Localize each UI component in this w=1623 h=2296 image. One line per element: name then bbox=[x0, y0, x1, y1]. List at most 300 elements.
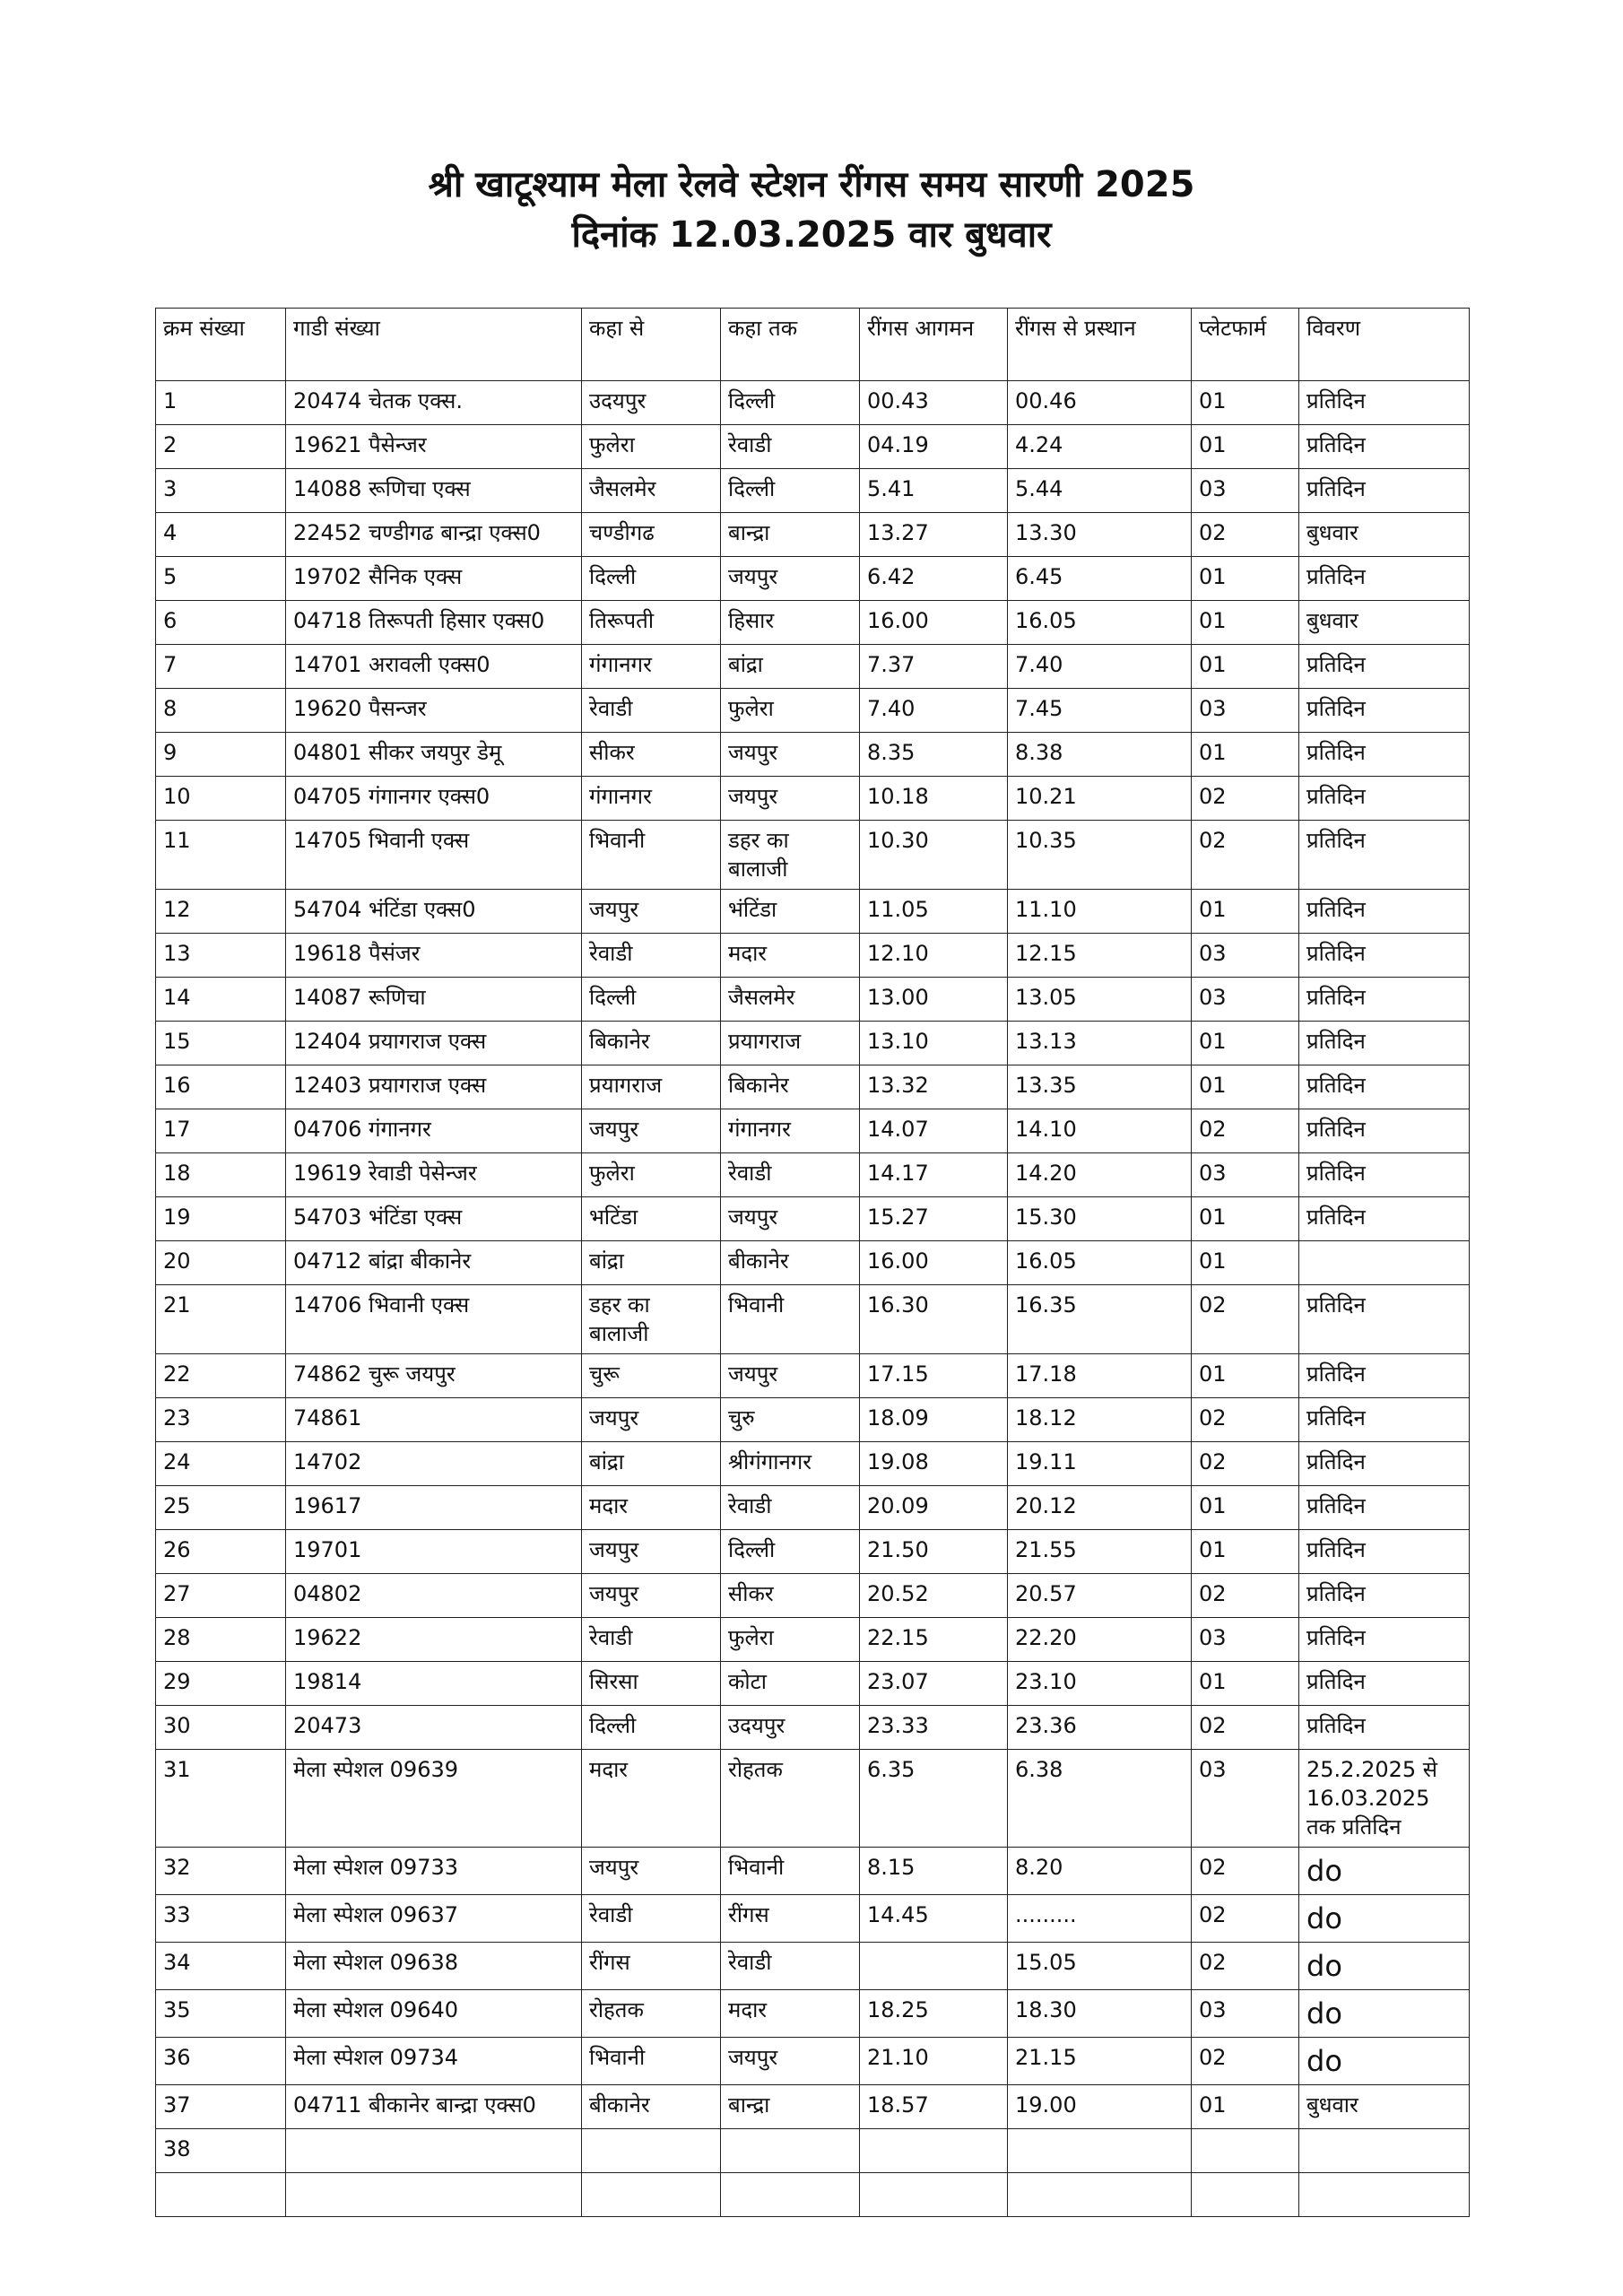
cell-arrival bbox=[860, 2129, 1008, 2173]
table-row bbox=[156, 2173, 1470, 2217]
cell-train: 19701 bbox=[286, 1530, 582, 1574]
cell-departure: 14.10 bbox=[1008, 1109, 1192, 1153]
cell-departure: 4.24 bbox=[1008, 425, 1192, 469]
cell-train: 19620 पैसन्जर bbox=[286, 689, 582, 733]
cell-departure: 13.05 bbox=[1008, 978, 1192, 1022]
cell-train: 19622 bbox=[286, 1618, 582, 1662]
cell-train: 74862 चुरू जयपुर bbox=[286, 1354, 582, 1398]
cell-platform: 03 bbox=[1192, 689, 1299, 733]
cell-platform: 02 bbox=[1192, 1895, 1299, 1943]
cell-departure: 11.10 bbox=[1008, 890, 1192, 934]
cell-arrival: 21.10 bbox=[860, 2038, 1008, 2085]
cell-train: 04706 गंगानगर bbox=[286, 1109, 582, 1153]
cell-train: मेला स्पेशल 09637 bbox=[286, 1895, 582, 1943]
table-row bbox=[156, 1197, 1470, 1241]
cell-train: 14087 रूणिचा bbox=[286, 978, 582, 1022]
table-row bbox=[156, 1618, 1470, 1662]
cell-sno: 23 bbox=[156, 1398, 286, 1442]
cell-platform: 01 bbox=[1192, 557, 1299, 601]
cell-arrival: 10.30 bbox=[860, 821, 1008, 890]
table-row bbox=[156, 1398, 1470, 1442]
cell-to: फुलेरा bbox=[721, 1618, 860, 1662]
cell-platform: 03 bbox=[1192, 1618, 1299, 1662]
cell-to: दिल्ली bbox=[721, 381, 860, 425]
cell-sno: 21 bbox=[156, 1285, 286, 1354]
cell-platform bbox=[1192, 2129, 1299, 2173]
cell-details: प्रतिदिन bbox=[1299, 978, 1470, 1022]
cell-sno: 4 bbox=[156, 513, 286, 557]
table-row bbox=[156, 1153, 1470, 1197]
cell-train: 22452 चण्डीगढ बान्द्रा एक्स0 bbox=[286, 513, 582, 557]
cell-platform: 01 bbox=[1192, 425, 1299, 469]
cell-from: रेवाडी bbox=[582, 1895, 721, 1943]
table-row bbox=[156, 2038, 1470, 2085]
cell-from: रेवाडी bbox=[582, 689, 721, 733]
table-row bbox=[156, 777, 1470, 821]
cell-details: प्रतिदिन bbox=[1299, 1574, 1470, 1618]
cell-sno: 35 bbox=[156, 1990, 286, 2038]
cell-details: प्रतिदिन bbox=[1299, 1022, 1470, 1065]
cell-arrival: 12.10 bbox=[860, 934, 1008, 978]
cell-sno: 29 bbox=[156, 1662, 286, 1706]
cell-arrival: 11.05 bbox=[860, 890, 1008, 934]
cell-platform: 01 bbox=[1192, 1241, 1299, 1285]
table-row bbox=[156, 601, 1470, 645]
cell-platform: 02 bbox=[1192, 821, 1299, 890]
cell-sno: 11 bbox=[156, 821, 286, 890]
cell-sno: 10 bbox=[156, 777, 286, 821]
cell-details: प्रतिदिन bbox=[1299, 890, 1470, 934]
cell-from: मदार bbox=[582, 1486, 721, 1530]
cell-from: जयपुर bbox=[582, 1398, 721, 1442]
cell-sno: 15 bbox=[156, 1022, 286, 1065]
cell-arrival: 10.18 bbox=[860, 777, 1008, 821]
table-row bbox=[156, 821, 1470, 890]
cell-sno: 36 bbox=[156, 2038, 286, 2085]
cell-from: गंगानगर bbox=[582, 777, 721, 821]
table-row bbox=[156, 978, 1470, 1022]
table-row bbox=[156, 1706, 1470, 1750]
cell-departure: 15.05 bbox=[1008, 1943, 1192, 1990]
cell-platform: 01 bbox=[1192, 1065, 1299, 1109]
cell-from bbox=[582, 2173, 721, 2217]
cell-platform: 02 bbox=[1192, 777, 1299, 821]
cell-train bbox=[286, 2129, 582, 2173]
cell-departure: 20.12 bbox=[1008, 1486, 1192, 1530]
cell-to: जयपुर bbox=[721, 777, 860, 821]
cell-to: प्रयागराज bbox=[721, 1022, 860, 1065]
table-row bbox=[156, 1241, 1470, 1285]
cell-arrival: 20.52 bbox=[860, 1574, 1008, 1618]
cell-sno: 26 bbox=[156, 1530, 286, 1574]
cell-sno: 19 bbox=[156, 1197, 286, 1241]
cell-from: चुरू bbox=[582, 1354, 721, 1398]
header-platform: प्लेटफार्म bbox=[1192, 309, 1299, 381]
header-departure: रींगस से प्रस्थान bbox=[1008, 309, 1192, 381]
cell-train: मेला स्पेशल 09639 bbox=[286, 1750, 582, 1848]
cell-departure: 23.10 bbox=[1008, 1662, 1192, 1706]
cell-details: प्रतिदिन bbox=[1299, 1197, 1470, 1241]
cell-sno: 25 bbox=[156, 1486, 286, 1530]
cell-details: do bbox=[1299, 1848, 1470, 1895]
cell-departure bbox=[1008, 2129, 1192, 2173]
cell-arrival: 00.43 bbox=[860, 381, 1008, 425]
cell-train: 19814 bbox=[286, 1662, 582, 1706]
cell-departure: 18.30 bbox=[1008, 1990, 1192, 2038]
cell-departure: 00.46 bbox=[1008, 381, 1192, 425]
cell-arrival: 21.50 bbox=[860, 1530, 1008, 1574]
cell-from: जयपुर bbox=[582, 890, 721, 934]
table-body bbox=[156, 381, 1470, 2217]
cell-details: प्रतिदिन bbox=[1299, 777, 1470, 821]
table-row bbox=[156, 381, 1470, 425]
cell-platform: 01 bbox=[1192, 890, 1299, 934]
cell-sno: 27 bbox=[156, 1574, 286, 1618]
cell-train: 04712 बांद्रा बीकानेर bbox=[286, 1241, 582, 1285]
cell-arrival: 8.15 bbox=[860, 1848, 1008, 1895]
cell-train: मेला स्पेशल 09734 bbox=[286, 2038, 582, 2085]
cell-details bbox=[1299, 2129, 1470, 2173]
cell-sno: 32 bbox=[156, 1848, 286, 1895]
cell-platform: 01 bbox=[1192, 1197, 1299, 1241]
cell-departure: 19.00 bbox=[1008, 2085, 1192, 2129]
cell-departure: 21.15 bbox=[1008, 2038, 1192, 2085]
cell-details: प्रतिदिन bbox=[1299, 1486, 1470, 1530]
cell-sno bbox=[156, 2173, 286, 2217]
cell-arrival: 18.25 bbox=[860, 1990, 1008, 2038]
cell-from: सीकर bbox=[582, 733, 721, 777]
cell-platform: 02 bbox=[1192, 513, 1299, 557]
table-row bbox=[156, 2129, 1470, 2173]
cell-train: 19617 bbox=[286, 1486, 582, 1530]
cell-from: जयपुर bbox=[582, 1574, 721, 1618]
cell-from: रोहतक bbox=[582, 1990, 721, 2038]
cell-to: डहर का बालाजी bbox=[721, 821, 860, 890]
cell-arrival bbox=[860, 2173, 1008, 2217]
cell-platform: 02 bbox=[1192, 1574, 1299, 1618]
cell-details: प्रतिदिन bbox=[1299, 1153, 1470, 1197]
cell-to: रेवाडी bbox=[721, 1153, 860, 1197]
cell-details: प्रतिदिन bbox=[1299, 1065, 1470, 1109]
cell-arrival: 23.07 bbox=[860, 1662, 1008, 1706]
cell-from: फुलेरा bbox=[582, 425, 721, 469]
cell-train: 74861 bbox=[286, 1398, 582, 1442]
cell-arrival: 18.09 bbox=[860, 1398, 1008, 1442]
cell-departure: 13.30 bbox=[1008, 513, 1192, 557]
cell-departure: 23.36 bbox=[1008, 1706, 1192, 1750]
cell-departure: 12.15 bbox=[1008, 934, 1192, 978]
cell-arrival bbox=[860, 1943, 1008, 1990]
cell-details: प्रतिदिन bbox=[1299, 557, 1470, 601]
cell-from: रेवाडी bbox=[582, 934, 721, 978]
table-row bbox=[156, 890, 1470, 934]
cell-arrival: 16.00 bbox=[860, 601, 1008, 645]
cell-to: रेवाडी bbox=[721, 1486, 860, 1530]
cell-arrival: 16.30 bbox=[860, 1285, 1008, 1354]
header-sno: क्रम संख्या bbox=[156, 309, 286, 381]
table-row bbox=[156, 1285, 1470, 1354]
cell-from: जयपुर bbox=[582, 1848, 721, 1895]
cell-details: प्रतिदिन bbox=[1299, 469, 1470, 513]
cell-train: 20473 bbox=[286, 1706, 582, 1750]
cell-departure: 16.05 bbox=[1008, 601, 1192, 645]
cell-departure: 15.30 bbox=[1008, 1197, 1192, 1241]
cell-sno: 1 bbox=[156, 381, 286, 425]
table-row bbox=[156, 513, 1470, 557]
cell-sno: 6 bbox=[156, 601, 286, 645]
cell-arrival: 6.42 bbox=[860, 557, 1008, 601]
table-row bbox=[156, 934, 1470, 978]
cell-platform: 03 bbox=[1192, 1990, 1299, 2038]
cell-train: 54703 भंटिंडा एक्स bbox=[286, 1197, 582, 1241]
cell-train: मेला स्पेशल 09733 bbox=[286, 1848, 582, 1895]
cell-details bbox=[1299, 1241, 1470, 1285]
cell-departure: 13.35 bbox=[1008, 1065, 1192, 1109]
cell-platform: 01 bbox=[1192, 2085, 1299, 2129]
cell-departure: 10.21 bbox=[1008, 777, 1192, 821]
cell-sno: 14 bbox=[156, 978, 286, 1022]
cell-from: चण्डीगढ bbox=[582, 513, 721, 557]
cell-arrival: 13.32 bbox=[860, 1065, 1008, 1109]
cell-to: रेवाडी bbox=[721, 1943, 860, 1990]
cell-train: 04705 गंगानगर एक्स0 bbox=[286, 777, 582, 821]
cell-to: जयपुर bbox=[721, 733, 860, 777]
cell-from: भटिंडा bbox=[582, 1197, 721, 1241]
cell-arrival: 13.00 bbox=[860, 978, 1008, 1022]
cell-from: उदयपुर bbox=[582, 381, 721, 425]
cell-arrival: 7.37 bbox=[860, 645, 1008, 689]
cell-details: प्रतिदिन bbox=[1299, 1109, 1470, 1153]
cell-details: बुधवार bbox=[1299, 2085, 1470, 2129]
cell-departure: 16.35 bbox=[1008, 1285, 1192, 1354]
cell-sno: 31 bbox=[156, 1750, 286, 1848]
cell-to: जैसलमेर bbox=[721, 978, 860, 1022]
page-title bbox=[0, 160, 1623, 260]
cell-train: 14705 भिवानी एक्स bbox=[286, 821, 582, 890]
cell-sno: 30 bbox=[156, 1706, 286, 1750]
cell-departure: 6.45 bbox=[1008, 557, 1192, 601]
cell-arrival: 13.10 bbox=[860, 1022, 1008, 1065]
cell-train: 19619 रेवाडी पेसेन्जर bbox=[286, 1153, 582, 1197]
cell-details: प्रतिदिन bbox=[1299, 1618, 1470, 1662]
cell-from: सिरसा bbox=[582, 1662, 721, 1706]
table-row bbox=[156, 645, 1470, 689]
cell-details: प्रतिदिन bbox=[1299, 821, 1470, 890]
cell-to: हिसार bbox=[721, 601, 860, 645]
cell-departure: 10.35 bbox=[1008, 821, 1192, 890]
cell-to: बीकानेर bbox=[721, 1241, 860, 1285]
cell-arrival: 18.57 bbox=[860, 2085, 1008, 2129]
cell-sno: 8 bbox=[156, 689, 286, 733]
cell-platform: 01 bbox=[1192, 601, 1299, 645]
cell-train: 14701 अरावली एक्स0 bbox=[286, 645, 582, 689]
cell-platform: 03 bbox=[1192, 1153, 1299, 1197]
table-row bbox=[156, 425, 1470, 469]
cell-departure: 21.55 bbox=[1008, 1530, 1192, 1574]
cell-to: जयपुर bbox=[721, 1197, 860, 1241]
header-train: गाडी संख्या bbox=[286, 309, 582, 381]
cell-details: प्रतिदिन bbox=[1299, 733, 1470, 777]
cell-to: जयपुर bbox=[721, 557, 860, 601]
cell-to: भंटिंडा bbox=[721, 890, 860, 934]
cell-to: जयपुर bbox=[721, 1354, 860, 1398]
cell-to: मदार bbox=[721, 934, 860, 978]
cell-from: प्रयागराज bbox=[582, 1065, 721, 1109]
cell-arrival: 04.19 bbox=[860, 425, 1008, 469]
cell-to: बांद्रा bbox=[721, 645, 860, 689]
table-row bbox=[156, 1354, 1470, 1398]
cell-to: रोहतक bbox=[721, 1750, 860, 1848]
cell-to: श्रीगंगानगर bbox=[721, 1442, 860, 1486]
cell-details: प्रतिदिन bbox=[1299, 689, 1470, 733]
cell-details: प्रतिदिन bbox=[1299, 381, 1470, 425]
cell-sno: 3 bbox=[156, 469, 286, 513]
cell-details: प्रतिदिन bbox=[1299, 1530, 1470, 1574]
cell-to: फुलेरा bbox=[721, 689, 860, 733]
cell-from: रेवाडी bbox=[582, 1618, 721, 1662]
cell-departure: 13.13 bbox=[1008, 1022, 1192, 1065]
cell-platform: 01 bbox=[1192, 733, 1299, 777]
cell-from: भिवानी bbox=[582, 2038, 721, 2085]
cell-train: 04711 बीकानेर बान्द्रा एक्स0 bbox=[286, 2085, 582, 2129]
cell-sno: 28 bbox=[156, 1618, 286, 1662]
cell-platform: 02 bbox=[1192, 1943, 1299, 1990]
cell-from: बांद्रा bbox=[582, 1442, 721, 1486]
cell-to: गंगानगर bbox=[721, 1109, 860, 1153]
cell-to: उदयपुर bbox=[721, 1706, 860, 1750]
cell-platform: 02 bbox=[1192, 2038, 1299, 2085]
cell-from: तिरूपती bbox=[582, 601, 721, 645]
cell-details: प्रतिदिन bbox=[1299, 934, 1470, 978]
cell-departure: 20.57 bbox=[1008, 1574, 1192, 1618]
cell-train: 20474 चेतक एक्स. bbox=[286, 381, 582, 425]
header-from: कहा से bbox=[582, 309, 721, 381]
cell-arrival: 19.08 bbox=[860, 1442, 1008, 1486]
cell-arrival: 14.45 bbox=[860, 1895, 1008, 1943]
cell-platform: 01 bbox=[1192, 381, 1299, 425]
cell-arrival: 17.15 bbox=[860, 1354, 1008, 1398]
cell-platform: 02 bbox=[1192, 1706, 1299, 1750]
cell-train: 19618 पैसंजर bbox=[286, 934, 582, 978]
cell-departure: 17.18 bbox=[1008, 1354, 1192, 1398]
table-row bbox=[156, 1990, 1470, 2038]
cell-details: प्रतिदिन bbox=[1299, 425, 1470, 469]
cell-arrival: 6.35 bbox=[860, 1750, 1008, 1848]
cell-arrival: 15.27 bbox=[860, 1197, 1008, 1241]
cell-sno: 20 bbox=[156, 1241, 286, 1285]
cell-to: भिवानी bbox=[721, 1285, 860, 1354]
table-row bbox=[156, 2085, 1470, 2129]
cell-platform: 02 bbox=[1192, 1442, 1299, 1486]
cell-sno: 18 bbox=[156, 1153, 286, 1197]
cell-arrival: 7.40 bbox=[860, 689, 1008, 733]
header-to: कहा तक bbox=[721, 309, 860, 381]
cell-train: 04801 सीकर जयपुर डेमू bbox=[286, 733, 582, 777]
cell-departure: 8.20 bbox=[1008, 1848, 1192, 1895]
cell-from: दिल्ली bbox=[582, 557, 721, 601]
cell-arrival: 14.07 bbox=[860, 1109, 1008, 1153]
cell-sno: 34 bbox=[156, 1943, 286, 1990]
cell-from: बांद्रा bbox=[582, 1241, 721, 1285]
cell-platform: 03 bbox=[1192, 934, 1299, 978]
table-row bbox=[156, 1848, 1470, 1895]
cell-train: 14702 bbox=[286, 1442, 582, 1486]
table-row bbox=[156, 1943, 1470, 1990]
cell-train: 19702 सैनिक एक्स bbox=[286, 557, 582, 601]
cell-platform: 02 bbox=[1192, 1848, 1299, 1895]
cell-platform: 01 bbox=[1192, 1486, 1299, 1530]
cell-train: 12404 प्रयागराज एक्स bbox=[286, 1022, 582, 1065]
cell-platform: 03 bbox=[1192, 978, 1299, 1022]
cell-platform: 01 bbox=[1192, 1662, 1299, 1706]
cell-departure: 8.38 bbox=[1008, 733, 1192, 777]
cell-details: प्रतिदिन bbox=[1299, 1706, 1470, 1750]
cell-departure: 7.40 bbox=[1008, 645, 1192, 689]
cell-sno: 2 bbox=[156, 425, 286, 469]
cell-platform: 03 bbox=[1192, 469, 1299, 513]
cell-departure: ......... bbox=[1008, 1895, 1192, 1943]
title-line-2: दिनांक 12.03.2025 वार बुधवार bbox=[571, 214, 1052, 256]
cell-sno: 17 bbox=[156, 1109, 286, 1153]
cell-sno: 24 bbox=[156, 1442, 286, 1486]
cell-train bbox=[286, 2173, 582, 2217]
cell-sno: 5 bbox=[156, 557, 286, 601]
cell-sno: 7 bbox=[156, 645, 286, 689]
cell-platform: 01 bbox=[1192, 645, 1299, 689]
header-row bbox=[156, 309, 1470, 381]
cell-sno: 37 bbox=[156, 2085, 286, 2129]
cell-details: 25.2.2025 से 16.03.2025 तक प्रतिदिन bbox=[1299, 1750, 1470, 1848]
timetable bbox=[155, 308, 1470, 2217]
cell-from: फुलेरा bbox=[582, 1153, 721, 1197]
cell-from: जयपुर bbox=[582, 1109, 721, 1153]
cell-to bbox=[721, 2129, 860, 2173]
cell-to: जयपुर bbox=[721, 2038, 860, 2085]
cell-departure: 22.20 bbox=[1008, 1618, 1192, 1662]
cell-platform: 02 bbox=[1192, 1109, 1299, 1153]
cell-train: 04718 तिरूपती हिसार एक्स0 bbox=[286, 601, 582, 645]
cell-details: do bbox=[1299, 1990, 1470, 2038]
cell-sno: 22 bbox=[156, 1354, 286, 1398]
cell-to: रेवाडी bbox=[721, 425, 860, 469]
table-row bbox=[156, 1662, 1470, 1706]
cell-from bbox=[582, 2129, 721, 2173]
cell-platform: 01 bbox=[1192, 1354, 1299, 1398]
cell-from: भिवानी bbox=[582, 821, 721, 890]
cell-arrival: 13.27 bbox=[860, 513, 1008, 557]
cell-to: रींगस bbox=[721, 1895, 860, 1943]
cell-departure: 16.05 bbox=[1008, 1241, 1192, 1285]
cell-departure: 5.44 bbox=[1008, 469, 1192, 513]
cell-details: प्रतिदिन bbox=[1299, 1662, 1470, 1706]
table-row bbox=[156, 1895, 1470, 1943]
cell-details: प्रतिदिन bbox=[1299, 1354, 1470, 1398]
cell-arrival: 14.17 bbox=[860, 1153, 1008, 1197]
header-arrival: रींगस आगमन bbox=[860, 309, 1008, 381]
cell-platform: 02 bbox=[1192, 1285, 1299, 1354]
cell-departure: 6.38 bbox=[1008, 1750, 1192, 1848]
cell-from: डहर का बालाजी bbox=[582, 1285, 721, 1354]
cell-arrival: 20.09 bbox=[860, 1486, 1008, 1530]
cell-details: do bbox=[1299, 2038, 1470, 2085]
cell-departure: 19.11 bbox=[1008, 1442, 1192, 1486]
header-details: विवरण bbox=[1299, 309, 1470, 381]
cell-to: बान्द्रा bbox=[721, 513, 860, 557]
cell-from: दिल्ली bbox=[582, 978, 721, 1022]
cell-from: जयपुर bbox=[582, 1530, 721, 1574]
cell-train: मेला स्पेशल 09638 bbox=[286, 1943, 582, 1990]
cell-arrival: 16.00 bbox=[860, 1241, 1008, 1285]
